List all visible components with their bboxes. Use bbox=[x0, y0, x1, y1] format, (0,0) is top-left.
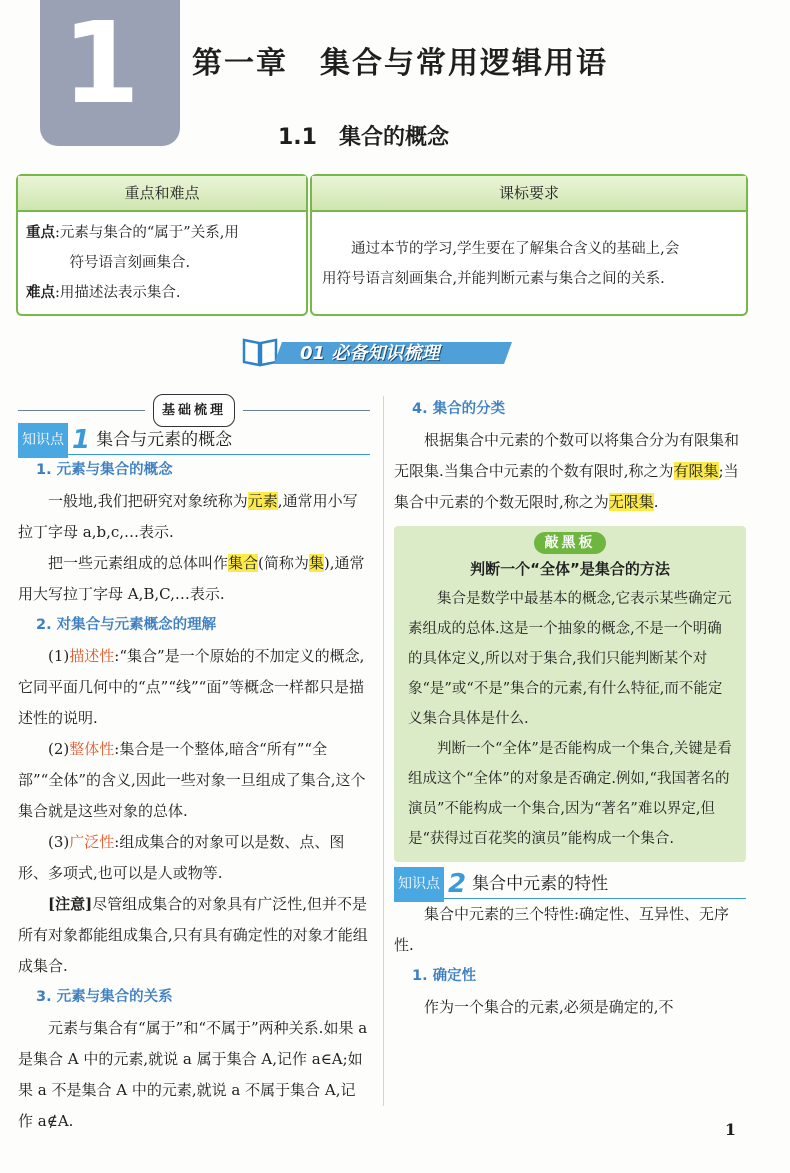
keyword-breadth: 广泛性 bbox=[69, 833, 115, 851]
key-label: 重点 bbox=[26, 224, 55, 241]
paragraph-properties: 集合中元素的三个特性:确定性、互异性、无序性. bbox=[394, 905, 730, 954]
chalkboard-paragraph-1: 集合是数学中最基本的概念,它表示某些确定元素组成的总体.这是一个抽象的概念,不是一个明确的具体定义,所以对于集合,我们只能判断某个对象“是”或“不是”集合的元素,有什么特征,而不能定义集合具体是什么. bbox=[408, 591, 732, 727]
paragraph-breadth: (3)广泛性:组成集合的对象可以是数、点、图形、多项式,也可以是人或物等. bbox=[18, 833, 345, 882]
chalkboard-tag: 敲黑板 bbox=[534, 532, 606, 554]
chalkboard-paragraph-2: 判断一个“全体”是否能构成一个集合,关键是看组成这个“全体”的对象是否确定.例如,“我国著名的演员”不能构成一个集合,因为“著名”难以界定,但是“获得过百花奖的演员”能构成一个集合. bbox=[408, 741, 732, 847]
paragraph-descriptive: (1)描述性:“集合”是一个原始的不加定义的概念,它同平面几何中的“点”“线”“面”等概念一样都只是描述性的说明. bbox=[18, 647, 365, 727]
kp-number: 1 bbox=[72, 424, 91, 455]
knowledge-point-2 bbox=[394, 870, 746, 899]
keyword-integrity: 整体性 bbox=[69, 740, 115, 758]
subheading-1: 1. 元素与集合的概念 bbox=[36, 462, 173, 478]
section-title: 1.1 集合的概念 bbox=[278, 125, 449, 150]
section-banner bbox=[242, 334, 532, 370]
basics-tag: 基础梳理 bbox=[153, 394, 235, 427]
standard-box-header: 课标要求 bbox=[312, 176, 746, 212]
basics-divider bbox=[18, 398, 370, 422]
kp-title: 集合与元素的概念 bbox=[96, 429, 233, 450]
chapter-number: 1 bbox=[62, 0, 140, 129]
standard-line1: 通过本节的学习,学生要在了解集合含义的基础上,会 bbox=[351, 241, 680, 257]
highlight-set: 集合 bbox=[228, 554, 259, 572]
keyword-descriptive: 描述性 bbox=[69, 647, 115, 665]
book-icon bbox=[242, 334, 278, 368]
paragraph-determinacy: 作为一个集合的元素,必须是确定的,不 bbox=[424, 998, 674, 1016]
column-divider bbox=[383, 396, 384, 1106]
paragraph-classification: 根据集合中元素的个数可以将集合分为有限集和无限集.当集合中元素的个数有限时,称之为有限集;当集合中元素的个数无限时,称之为无限集. bbox=[394, 431, 740, 511]
left-column bbox=[18, 398, 370, 1137]
chalkboard-box bbox=[394, 526, 746, 862]
highlight-set-short: 集 bbox=[308, 554, 324, 572]
chapter-title: 第一章 集合与常用逻辑用语 bbox=[192, 46, 608, 81]
paragraph-integrity: (2)整体性:集合是一个整体,暗含“所有”“全部”“全体”的含义,因此一些对象一旦组成了集合,这个集合就是这些对象的总体. bbox=[18, 740, 366, 820]
focus-box-body bbox=[18, 212, 306, 314]
subheading-2: 2. 对集合与元素概念的理解 bbox=[36, 617, 217, 633]
note-label: [注意] bbox=[48, 895, 93, 913]
chalkboard-title: 判断一个“全体”是集合的方法 bbox=[470, 560, 670, 578]
kp-badge: 知识点 bbox=[18, 423, 68, 458]
kp-title: 集合中元素的特性 bbox=[472, 873, 609, 894]
banner-text: 01 必备知识梳理 bbox=[300, 343, 440, 364]
key-text: :元素与集合的“属于”关系,用 bbox=[55, 225, 239, 241]
key-point bbox=[26, 218, 298, 248]
subheading-4: 4. 集合的分类 bbox=[412, 401, 506, 417]
paragraph-note: [注意]尽管组成集合的对象具有广泛性,但并不是所有对象都能组成集合,只有具有确定性的对象才能组成集合. bbox=[18, 895, 368, 975]
standard-box bbox=[310, 174, 748, 316]
difficulty-text: :用描述法表示集合. bbox=[55, 285, 181, 301]
subheading-3: 3. 元素与集合的关系 bbox=[36, 989, 173, 1005]
page-number: 1 bbox=[724, 1120, 736, 1139]
paragraph-set: 把一些元素组成的总体叫作集合(简称为集),通常用大写拉丁字母 A,B,C,…表示. bbox=[18, 554, 365, 603]
knowledge-point-1 bbox=[18, 426, 370, 455]
difficulty-label: 难点 bbox=[26, 284, 55, 301]
paragraph-element: 一般地,我们把研究对象统称为元素,通常用小写拉丁字母 a,b,c,…表示. bbox=[18, 492, 358, 541]
kp-number: 2 bbox=[448, 868, 467, 899]
highlight-infinite-set: 无限集 bbox=[608, 493, 654, 511]
paragraph-relation: 元素与集合有“属于”和“不属于”两种关系.如果 a 是集合 A 中的元素,就说 a 属于集合 A,记作 a∈A;如果 a 不是集合 A 中的元素,就说 a 不属于集合 A,记作 a∉A. bbox=[18, 1019, 368, 1130]
subheading-5: 1. 确定性 bbox=[412, 968, 477, 984]
right-column bbox=[394, 394, 746, 1023]
standard-line2: 用符号语言刻画集合,并能判断元素与集合之间的关系. bbox=[322, 271, 665, 287]
highlight-finite-set: 有限集 bbox=[673, 462, 719, 480]
standard-box-body bbox=[312, 212, 746, 294]
key-text-line2: 符号语言刻画集合. bbox=[69, 255, 191, 271]
highlight-element: 元素 bbox=[247, 492, 278, 510]
kp-badge: 知识点 bbox=[394, 867, 444, 902]
focus-box-header: 重点和难点 bbox=[18, 176, 306, 212]
difficulty-point bbox=[26, 278, 298, 308]
focus-box bbox=[16, 174, 308, 316]
